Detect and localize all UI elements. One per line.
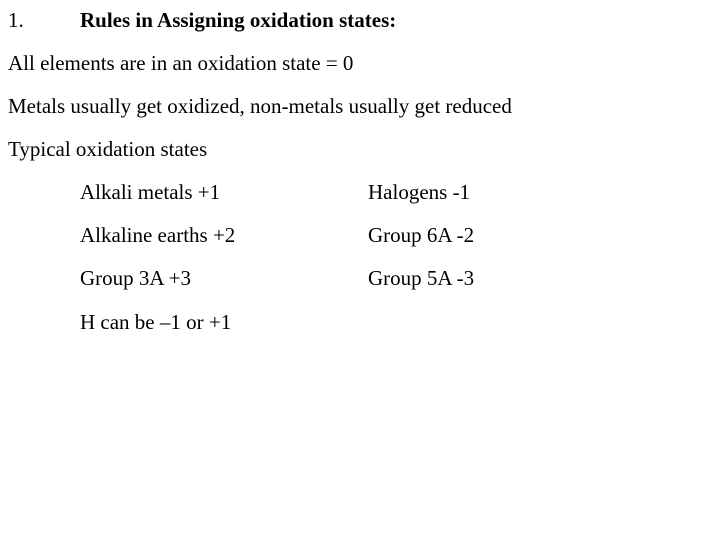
state-group-3a: Group 3A +3 [80,266,192,290]
rule-elements-zero: All elements are in an oxidation state = 0 [8,51,354,75]
state-halogens: Halogens -1 [368,180,471,204]
heading-number: 1. [8,8,24,32]
state-hydrogen: H can be –1 or +1 [80,310,232,334]
heading-title: Rules in Assigning oxidation states: [80,8,397,32]
state-group-6a: Group 6A -2 [368,223,475,247]
typical-states-label: Typical oxidation states [8,137,208,161]
state-alkaline-earths: Alkaline earths +2 [80,223,236,247]
state-alkali-metals: Alkali metals +1 [80,180,221,204]
rule-metals-nonmetals: Metals usually get oxidized, non-metals usually get reduced [8,94,512,118]
state-group-5a: Group 5A -3 [368,266,475,290]
